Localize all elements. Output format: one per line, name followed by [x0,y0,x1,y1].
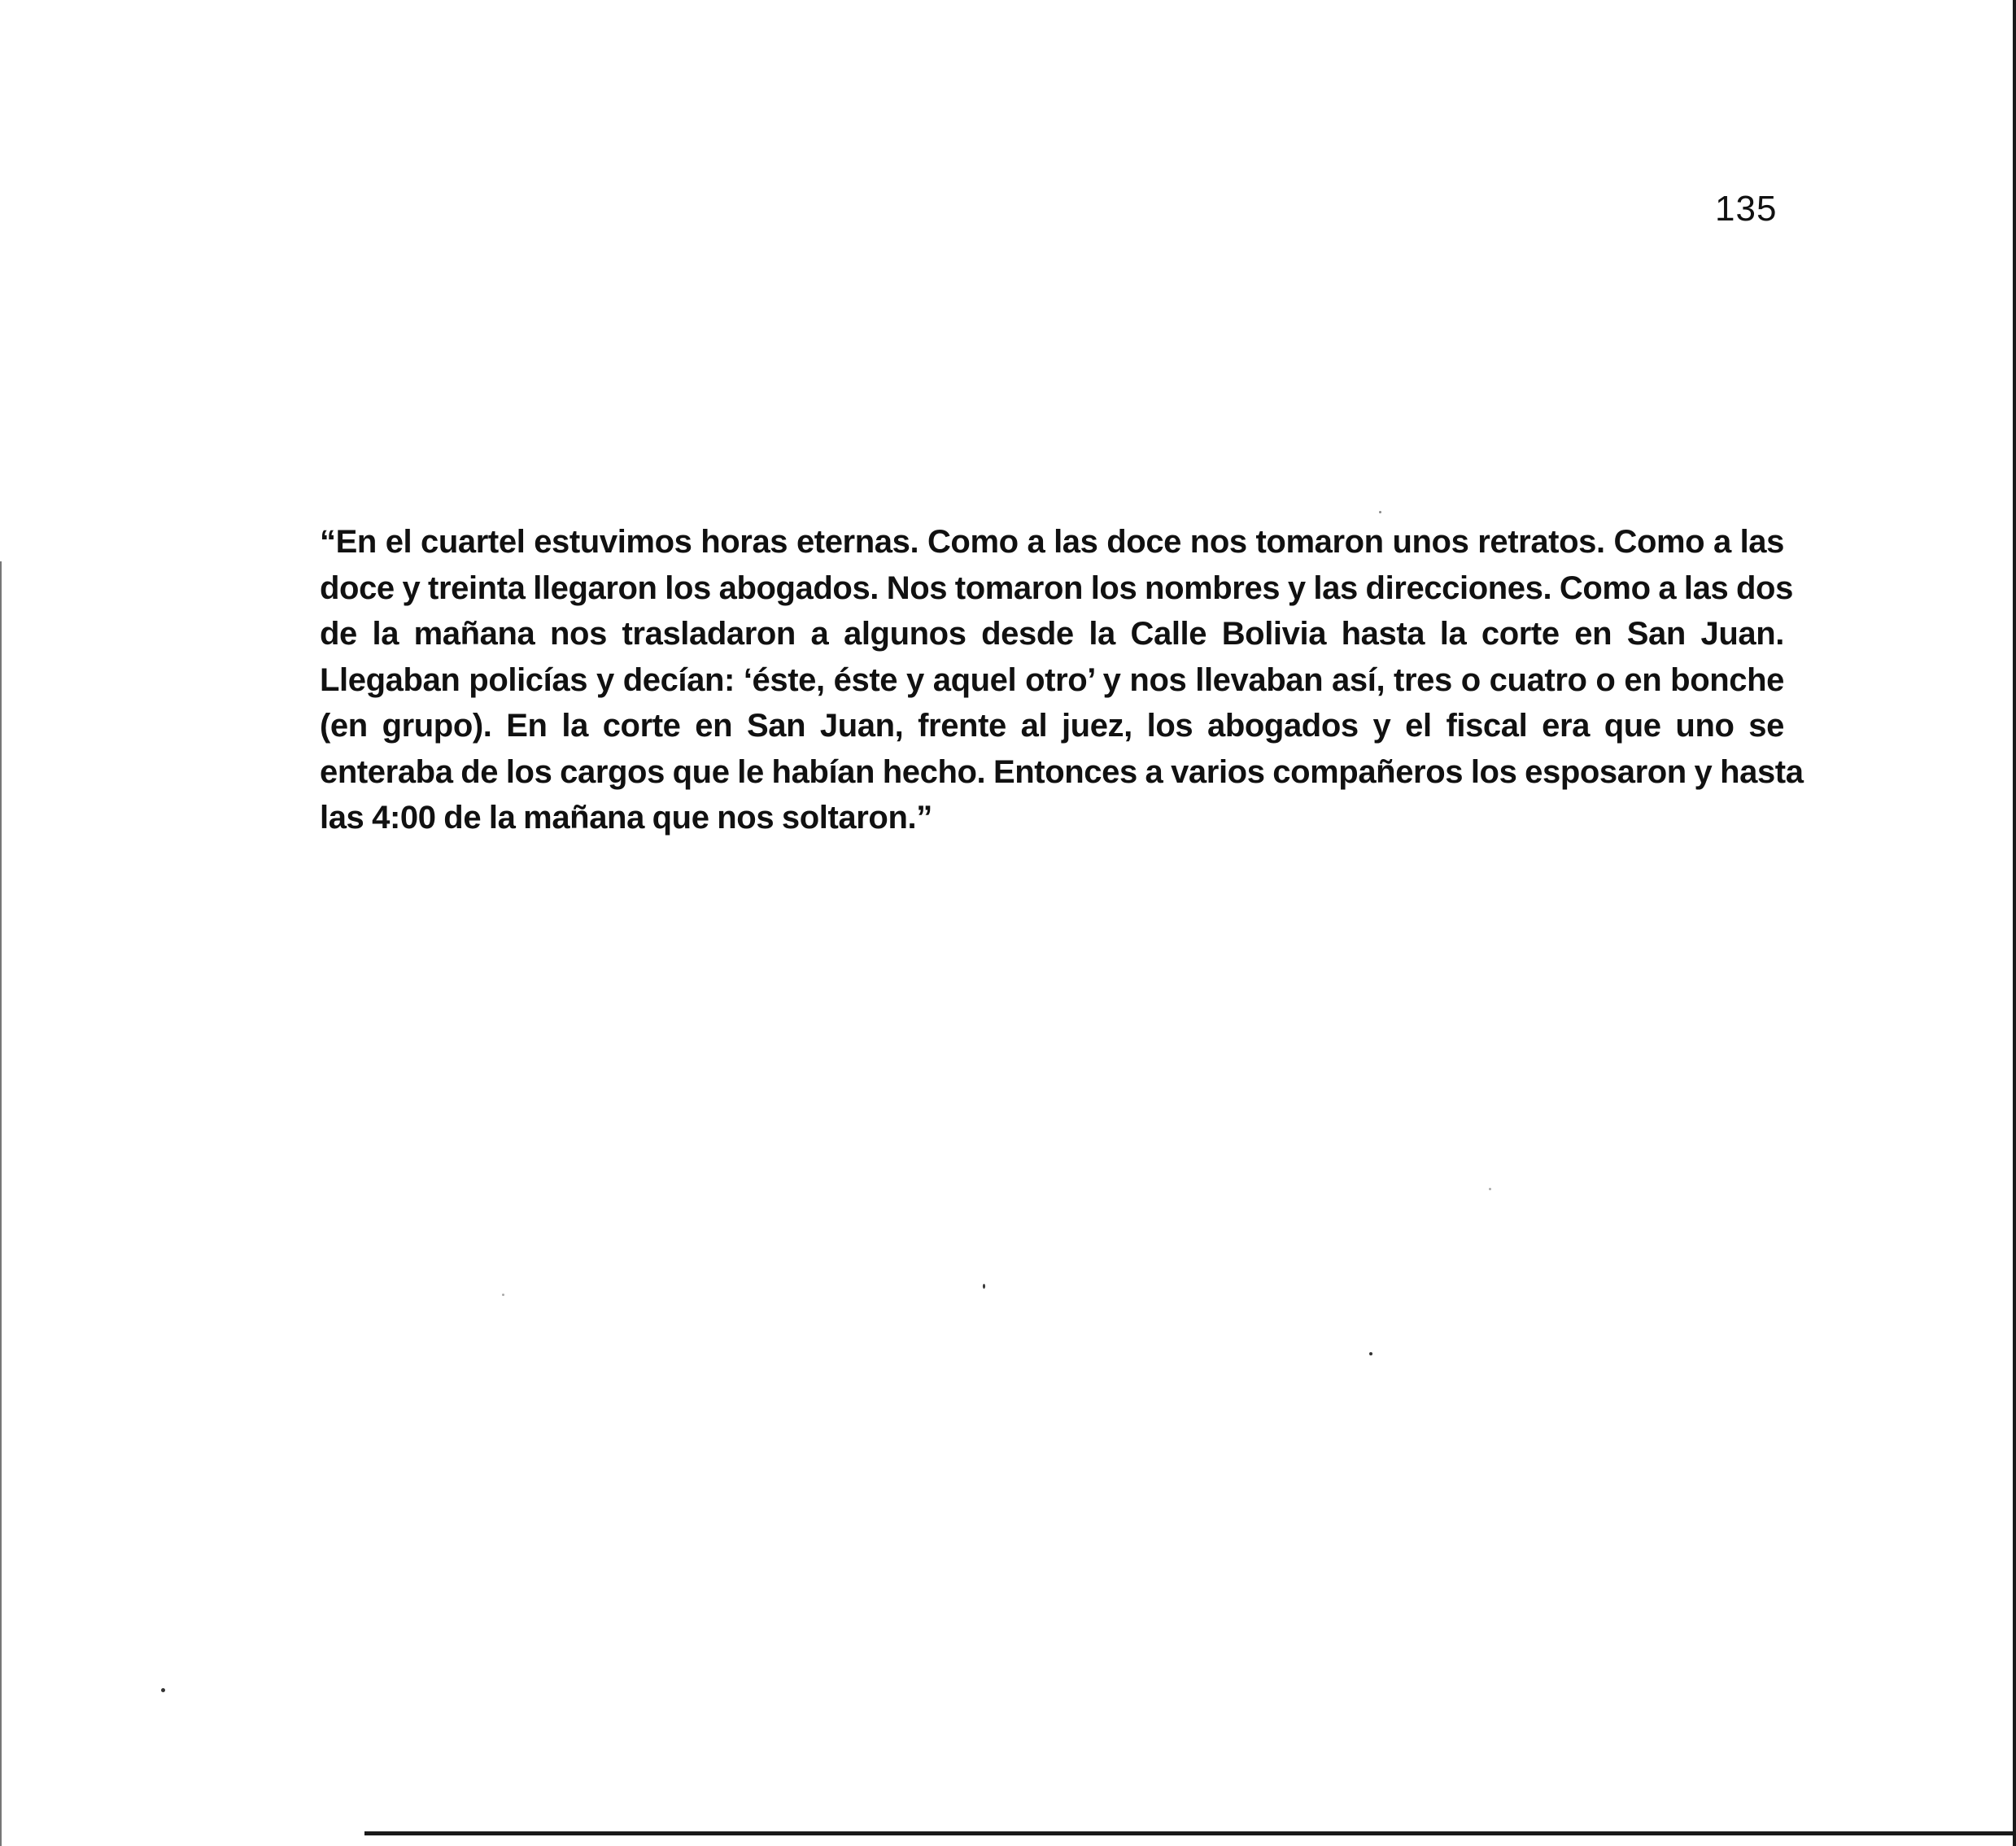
scan-speck [502,1294,504,1296]
scan-speck [161,1688,165,1692]
quote-line-1: “En el cuartel estuvimos horas eternas. Como a las doce nos tomaron unos retratos. Como a las [320,524,1784,560]
scan-speck [983,1284,985,1289]
quote-line-2: doce y treinta llegaron los abogados. Nos tomaron los nombres y las direcciones. Como a las dos [320,570,1793,606]
testimony-quote [320,519,1804,841]
page-number: 135 [1715,189,1778,229]
scan-edge-bottom [364,1831,2016,1835]
scan-speck [1379,511,1381,513]
quote-line-4: Llegaban policías y decían: ‘éste, éste y aquel otro’ y nos llevaban así, tres o cuatro o en bonche [320,661,1784,698]
scan-speck [1489,1188,1491,1190]
scan-edge-left [0,561,2,1846]
quote-line-5: (en grupo). En la corte en San Juan, frente al juez, los abogados y el fiscal era que uno se [320,708,1784,744]
quote-line-3: de la mañana nos trasladaron a algunos desde la Calle Bolivia hasta la corte en San Juan. [320,616,1784,652]
scan-edge-right [2013,0,2016,1846]
quote-line-6: enteraba de los cargos que le habían hecho. Entonces a varios compañeros los esposaron y hasta [320,753,1804,790]
quote-line-7: las 4:00 de la mañana que nos soltaron.” [320,800,932,836]
scan-speck [1369,1352,1372,1355]
